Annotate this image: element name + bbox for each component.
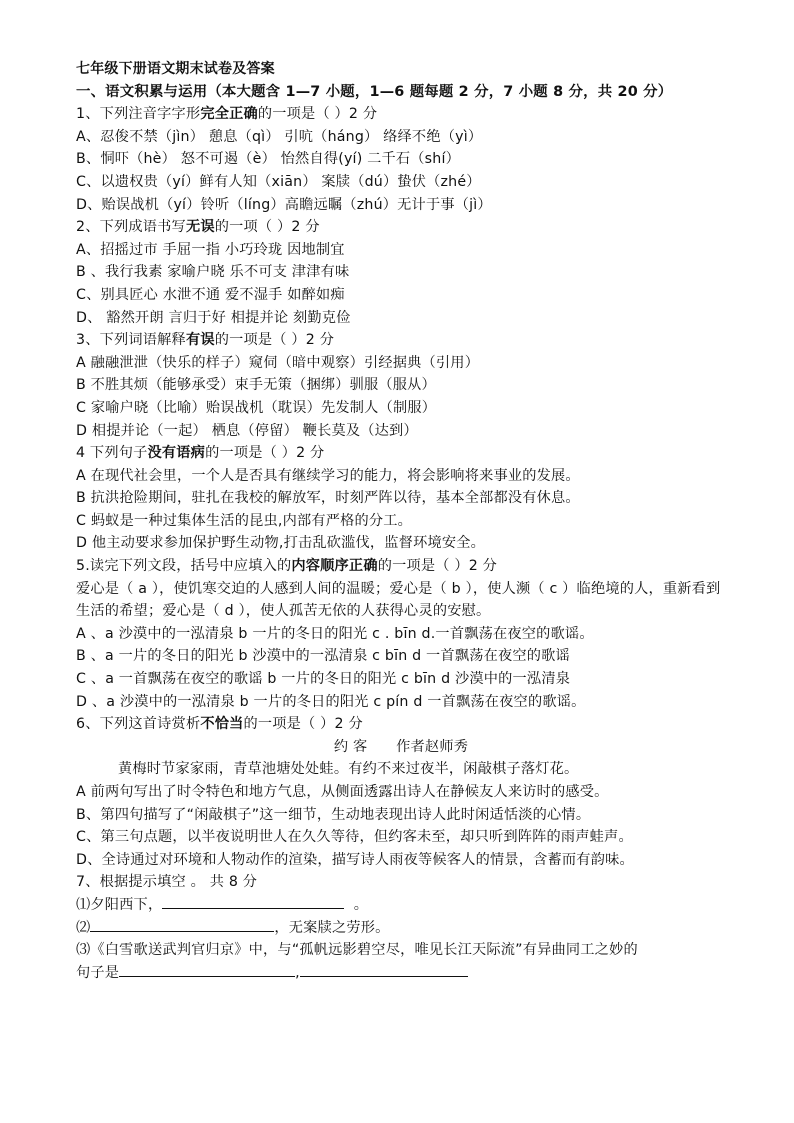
question-5-option-a: A 、a 沙漠中的一泓清泉 b 一片的冬日的阳光 c . bīn d.一首飘荡在夜空的歌谣。 [76, 625, 594, 642]
exam-page [76, 58, 726, 984]
question-1-stem: 1、下列注音字字形完全正确的一项是（ ）2 分 [76, 106, 378, 123]
question-6-option-b: B、第四句描写了“闲敲棋子”这一细节，生动地表现出诗人此时闲适恬淡的心情。 [76, 806, 591, 823]
fill-item-1: ⑴夕阳西下， 。 [76, 894, 726, 917]
question-2-stem: 2、下列成语书写无误的一项（ ）2 分 [76, 219, 320, 236]
question-6-option-d: D、全诗通过对环境和人物动作的渲染，描写诗人雨夜等候客人的情景，含蓄而有韵味。 [76, 851, 634, 868]
question-4-option-d: D 他主动要求参加保护野生动物,打击乱砍滥伐，监督环境安全。 [76, 535, 486, 552]
question-3-option-a: A 融融泄泄（快乐的样子）窥伺（暗中观察）引经据典（引用） [76, 354, 480, 371]
question-4-option-b: B 抗洪抢险期间，驻扎在我校的解放军，时刻严阵以待，基本全部都没有休息。 [76, 490, 580, 507]
question-5-option-d: D 、a 沙漠中的一泓清泉 b 一片的冬日的阳光 c pín d 一首飘荡在夜空的歌谣。 [76, 693, 586, 710]
question-2-option-a: A、招摇过市 手屈一指 小巧玲珑 因地制宜 [76, 241, 345, 258]
question-2-option-d: D、 豁然开朗 言归于好 相提并论 刻勤克俭 [76, 309, 351, 326]
question-5-option-b: B 、a 一片的冬日的阳光 b 沙漠中的一泓清泉 c bīn d 一首飘荡在夜空的歌谣 [76, 648, 570, 665]
question-7-stem: 7、根据提示填空 。 共 8 分 [76, 874, 258, 891]
question-5-option-c: C 、a 一首飘荡在夜空的歌谣 b 一片的冬日的阳光 c bīn d 沙漠中的一泓清泉 [76, 671, 571, 688]
question-5-stem: 5.读完下列文段，括号中应填入的内容顺序正确的一项是（ ）2 分 [76, 558, 498, 575]
question-1-option-a: A、忍俊不禁（jìn） 憩息（qì） 引吭（háng） 络绎不绝（yì） [76, 128, 483, 145]
section-heading: 一、语文积累与运用（本大题含 1—7 小题，1—6 题每题 2 分，7 小题 8 分，共 20 分） [76, 83, 673, 100]
question-4-stem: 4 下列句子没有语病的一项是（ ）2 分 [76, 445, 325, 462]
question-2-option-c: C、别具匠心 水泄不通 爱不湿手 如醉如痴 [76, 286, 345, 303]
answer-blank-3b[interactable] [300, 962, 468, 977]
poem-title: 约 客 作者赵师秀 [333, 738, 469, 755]
question-6-stem: 6、下列这首诗赏析不恰当的一项是（ ）2 分 [76, 716, 363, 733]
question-4-option-c: C 蚂蚁是一种过集体生活的昆虫,内部有严格的分工。 [76, 512, 413, 529]
answer-blank-3a[interactable] [119, 962, 295, 977]
question-6-option-c: C、第三句点题，以半夜说明世人在久久等待，但约客未至，却只听到阵阵的雨声蛙声。 [76, 829, 633, 846]
question-4-option-a: A 在现代社会里，一个人是否具有继续学习的能力，将会影响将来事业的发展。 [76, 467, 580, 484]
document-title: 七年级下册语文期末试卷及答案 [76, 61, 275, 77]
question-5-passage: 爱心是（ a ），使饥寒交迫的人感到人间的温暖；爱心是（ b ），使人濒（ c ）临绝境的人，重新看到生活的希望；爱心是（ d ），使人孤苦无依的人获得心灵的安慰。 [76, 580, 721, 620]
answer-blank-1[interactable] [162, 894, 344, 909]
question-3-option-c: C 家喻户晓（比喻）贻误战机（耽误）先发制人（制服） [76, 399, 437, 416]
question-3-option-d: D 相提并论（一起） 栖息（停留） 鞭长莫及（达到） [76, 422, 418, 439]
question-3-stem: 3、下列词语解释有误的一项是（ ）2 分 [76, 332, 335, 349]
fill-item-3-prompt: ⑶《白雪歌送武判官归京》中，与“孤帆远影碧空尽，唯见长江天际流”有异曲同工之妙的 [76, 942, 638, 959]
question-1-option-c: C、以遗权贵（yí）鲜有人知（xiān） 案牍（dú）蛰伏（zhé） [76, 173, 481, 190]
poem-body: 黄梅时节家家雨，青草池塘处处蛙。有约不来过夜半，闲敲棋子落灯花。 [118, 761, 579, 778]
question-6-option-a: A 前两句写出了时令特色和地方气息，从侧面透露出诗人在静候友人来访时的感受。 [76, 784, 609, 800]
question-1-option-b: B、恫吓（hè） 怒不可遏（è） 怡然自得(yí) 二千石（shí） [76, 151, 460, 168]
question-3-option-b: B 不胜其烦（能够承受）束手无策（捆绑）驯服（服从） [76, 377, 436, 394]
question-2-option-b: B 、我行我素 家喻户晓 乐不可支 津津有味 [76, 264, 350, 281]
fill-item-2: ⑵ ，无案牍之劳形。 [76, 917, 726, 940]
question-1-option-d: D、贻误战机（yí）铃听（líng）高瞻远瞩（zhú）无计于事（jì） [76, 196, 492, 213]
answer-blank-2[interactable] [90, 917, 274, 932]
fill-item-3: 句子是 , [76, 962, 726, 985]
